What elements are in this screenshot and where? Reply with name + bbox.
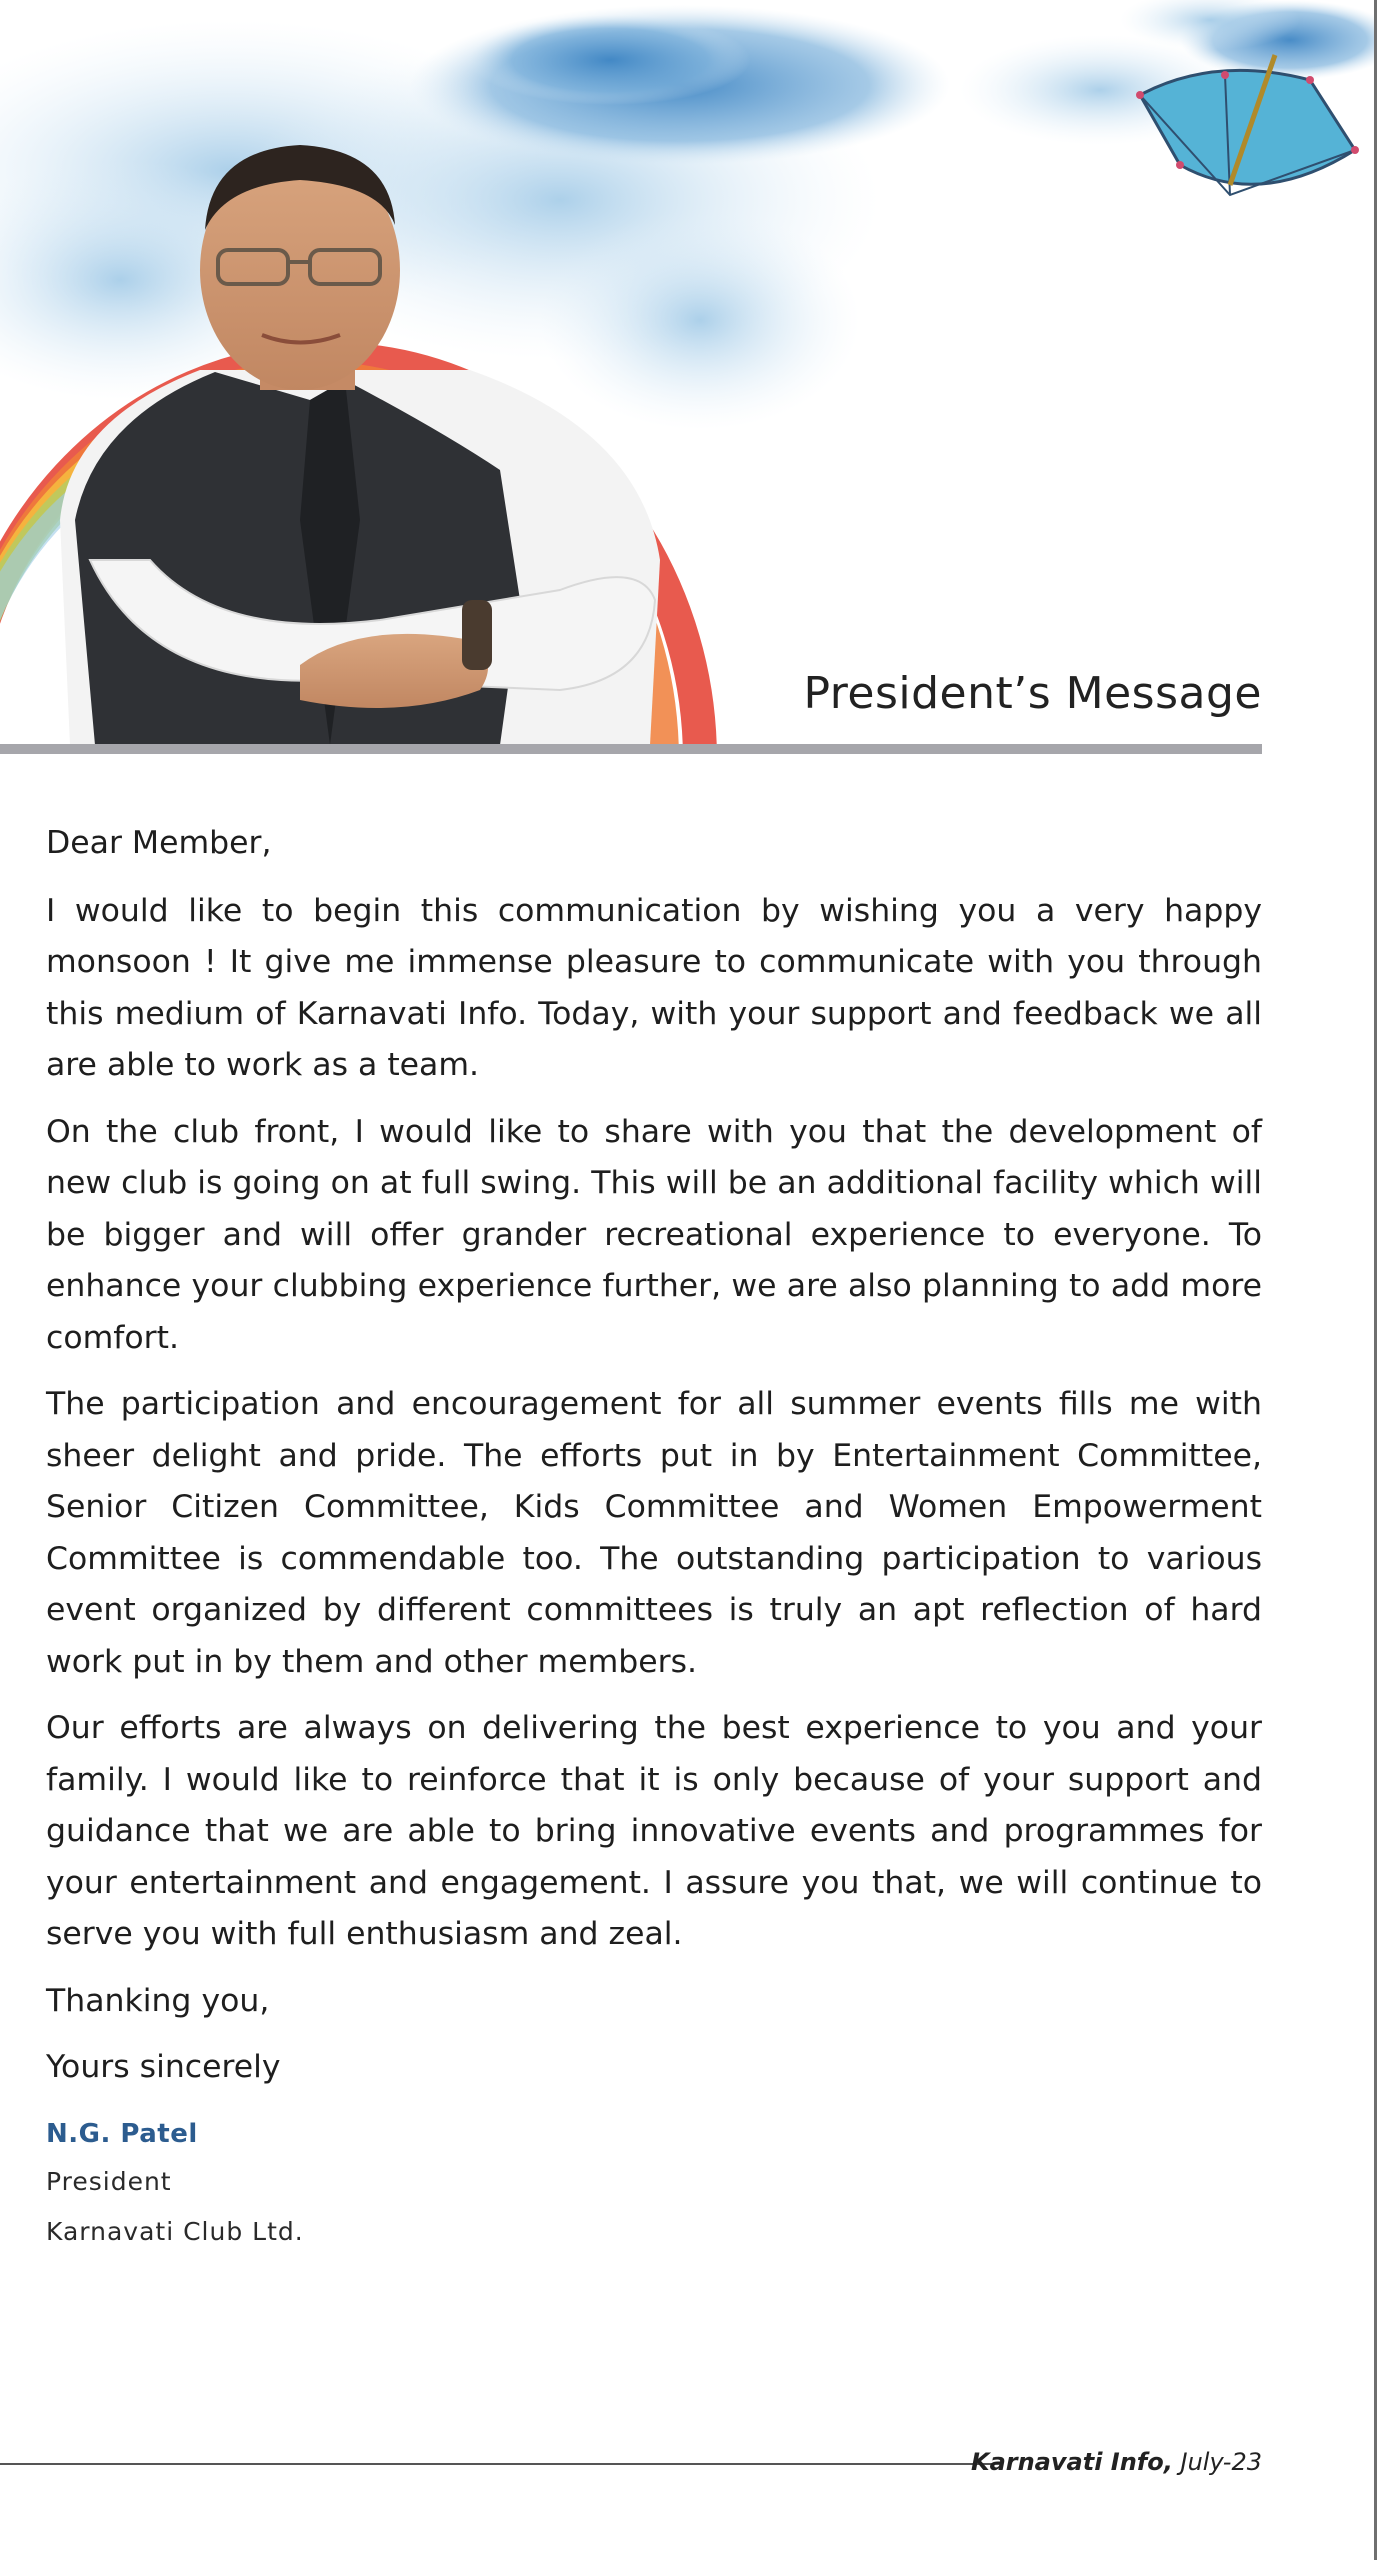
signatory-organization: Karnavati Club Ltd.	[46, 2217, 304, 2246]
signatory-name: N.G. Patel	[46, 2119, 198, 2149]
page-title: President’s Message	[803, 668, 1262, 719]
paragraph-1: I would like to begin this communication by wishing you a very happy monsoon ! It give me immense pleasure to communicate with you through this medium of Karnavati Info. Today, with your support and feedback we all are able to work as a team.	[46, 892, 1262, 1083]
closing-thanks: Thanking you,	[46, 1982, 270, 2019]
header-illustration	[0, 0, 1374, 745]
issue-date: July-23	[1180, 2448, 1262, 2476]
salutation: Dear Member,	[46, 825, 272, 861]
publication-name: Karnavati Info,	[970, 2448, 1173, 2476]
paragraph-4: Our efforts are always on delivering the best experience to you and your family. I would like to reinforce that it is only because of your support and guidance that we are able to bring innovative events and programmes for your entertainment and engagement. I assure you that, we will continue to serve you with full enthusiasm and zeal.	[46, 1710, 1262, 1952]
title-divider	[0, 744, 1262, 754]
paragraph-2: On the club front, I would like to share with you that the development of new club is going on at full swing. This will be an additional facility which will be bigger and will offer grander recreational experience to everyone. To enhance your clubbing experience further, we are also planning to add more comfort.	[46, 1113, 1262, 1356]
footer-publication	[971, 2448, 1262, 2476]
signature-block	[46, 2112, 304, 2257]
paragraph-3: The participation and encouragement for all summer events fills me with sheer delight and pride. The efforts put in by Entertainment Committee, Senior Citizen Committee, Kids Committee and Women Empowerment Committee is commendable too. The outstanding participation to various event organized by different committees is truly an apt reflection of hard work put in by them and other members.	[46, 1386, 1262, 1680]
page-edge	[1374, 0, 1377, 2560]
signatory-role: President	[46, 2167, 172, 2196]
footer-divider	[0, 2463, 1003, 2465]
letter-body	[46, 818, 1262, 2109]
closing-regards: Yours sincerely	[46, 2049, 281, 2085]
